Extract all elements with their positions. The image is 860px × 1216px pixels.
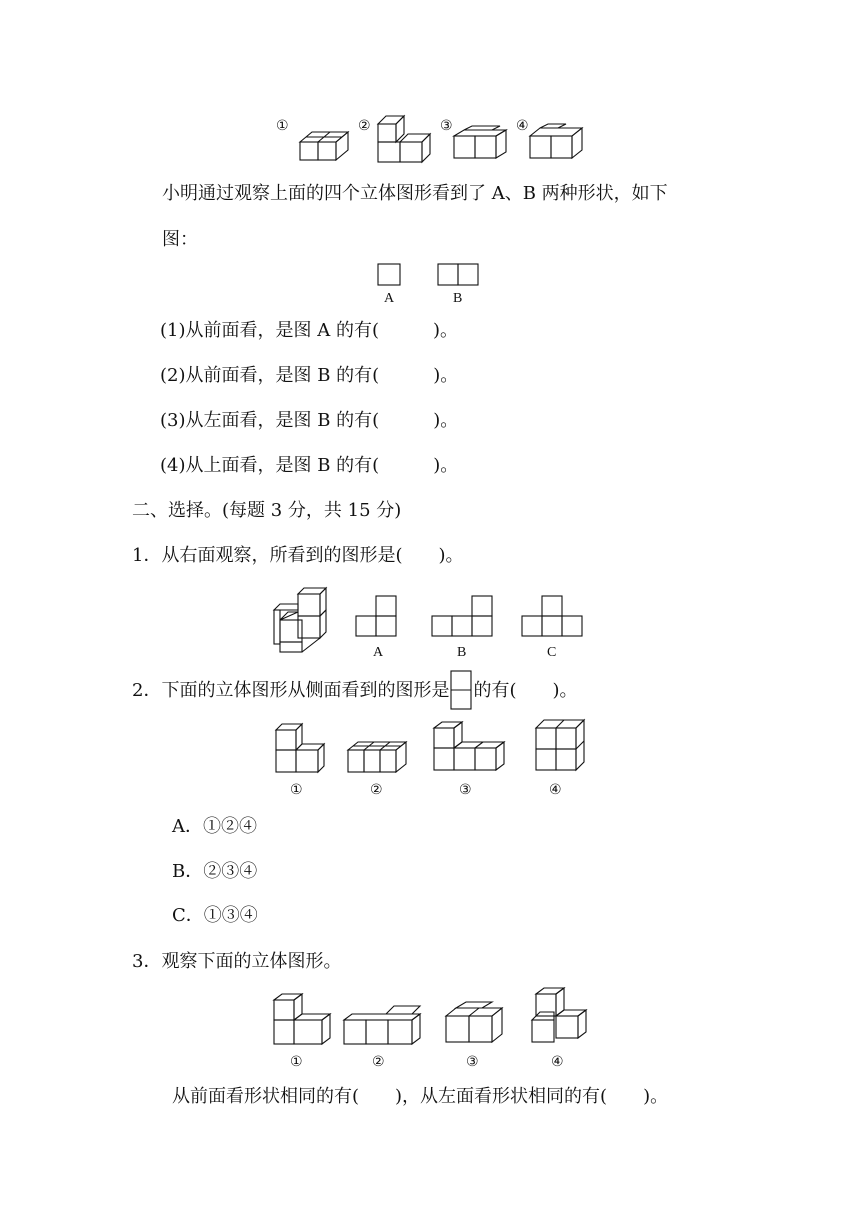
section-2-heading: 二、选择。(每题 3 分，共 15 分): [132, 500, 402, 521]
q2-text: [132, 680, 578, 702]
q2-figure-label-4: ④: [549, 782, 562, 798]
q2-option-a[interactable]: A．①②④: [172, 816, 257, 837]
top-figure-2: [378, 116, 430, 162]
q3-figure-3: [446, 1002, 502, 1070]
q2-option-b[interactable]: B．②③④: [172, 861, 258, 882]
shape-a-label: A: [384, 291, 395, 306]
q2-inline-shape: [449, 670, 473, 710]
question-1-2: (2)从前面看，是图 B 的有( )。: [160, 365, 459, 386]
q2-text-after: 的有( )。: [473, 680, 578, 701]
question-1-4: (4)从上面看，是图 B 的有( )。: [160, 455, 459, 476]
q2-figure-3: [434, 722, 504, 798]
q2-text-before: 2．下面的立体图形从侧面看到的图形是: [132, 680, 450, 701]
shape-a: [378, 264, 400, 285]
top-solid-figures: [270, 108, 600, 166]
q3-figures: [270, 986, 590, 1070]
top-figure-3: [454, 126, 506, 158]
intro-line-2: 图：: [162, 229, 198, 250]
q1-figures: [270, 584, 590, 662]
q3-figure-label-4: ④: [551, 1054, 564, 1070]
top-figure-label-4: ④: [516, 118, 529, 134]
q2-figure-1: [276, 724, 324, 798]
q1-option-c-label: C: [547, 645, 557, 660]
shape-b-right: [458, 264, 478, 285]
q1-option-b: [432, 596, 492, 660]
q3-figure-label-2: ②: [372, 1054, 385, 1070]
q3-figure-2: [344, 1006, 420, 1070]
q3-text: 3．观察下面的立体图形。: [132, 951, 342, 972]
q1-option-a: [356, 596, 396, 660]
q1-option-b-label: B: [457, 645, 467, 660]
top-figure-label-3: ③: [440, 118, 453, 134]
q2-figure-label-3: ③: [459, 782, 472, 798]
question-1-1: (1)从前面看，是图 A 的有( )。: [160, 320, 458, 341]
q3-figure-label-3: ③: [466, 1054, 479, 1070]
ab-shapes-figure: [376, 262, 486, 308]
q2-figure-4: [536, 720, 584, 798]
q2-option-c[interactable]: C．①③④: [172, 905, 258, 926]
top-figure-label-1: ①: [276, 118, 289, 134]
top-figure-label-2: ②: [358, 118, 371, 134]
q2-figure-label-2: ②: [370, 782, 383, 798]
top-figure-4: [530, 124, 582, 158]
q3-figure-1: [274, 994, 330, 1070]
shape-b-label: B: [453, 291, 463, 306]
q3-answer-line: 从前面看形状相同的有( )，从左面看形状相同的有( )。: [172, 1086, 669, 1107]
q3-figure-4: [532, 988, 586, 1070]
top-figure-1: [300, 132, 348, 160]
intro-line-1: 小明通过观察上面的四个立体图形看到了 A、B 两种形状，如下: [162, 183, 668, 204]
q1-option-c: [522, 596, 582, 660]
question-1-3: (3)从左面看，是图 B 的有( )。: [160, 410, 459, 431]
q2-figure-label-1: ①: [290, 782, 303, 798]
q3-figure-label-1: ①: [290, 1054, 303, 1070]
q1-option-a-label: A: [373, 645, 384, 660]
q1-solid-figure: [274, 588, 326, 652]
q1-text: 1．从右面观察，所看到的图形是( )。: [132, 545, 464, 566]
q2-figure-2: [348, 742, 406, 798]
shape-b-left: [438, 264, 458, 285]
q2-figures: [270, 718, 590, 800]
